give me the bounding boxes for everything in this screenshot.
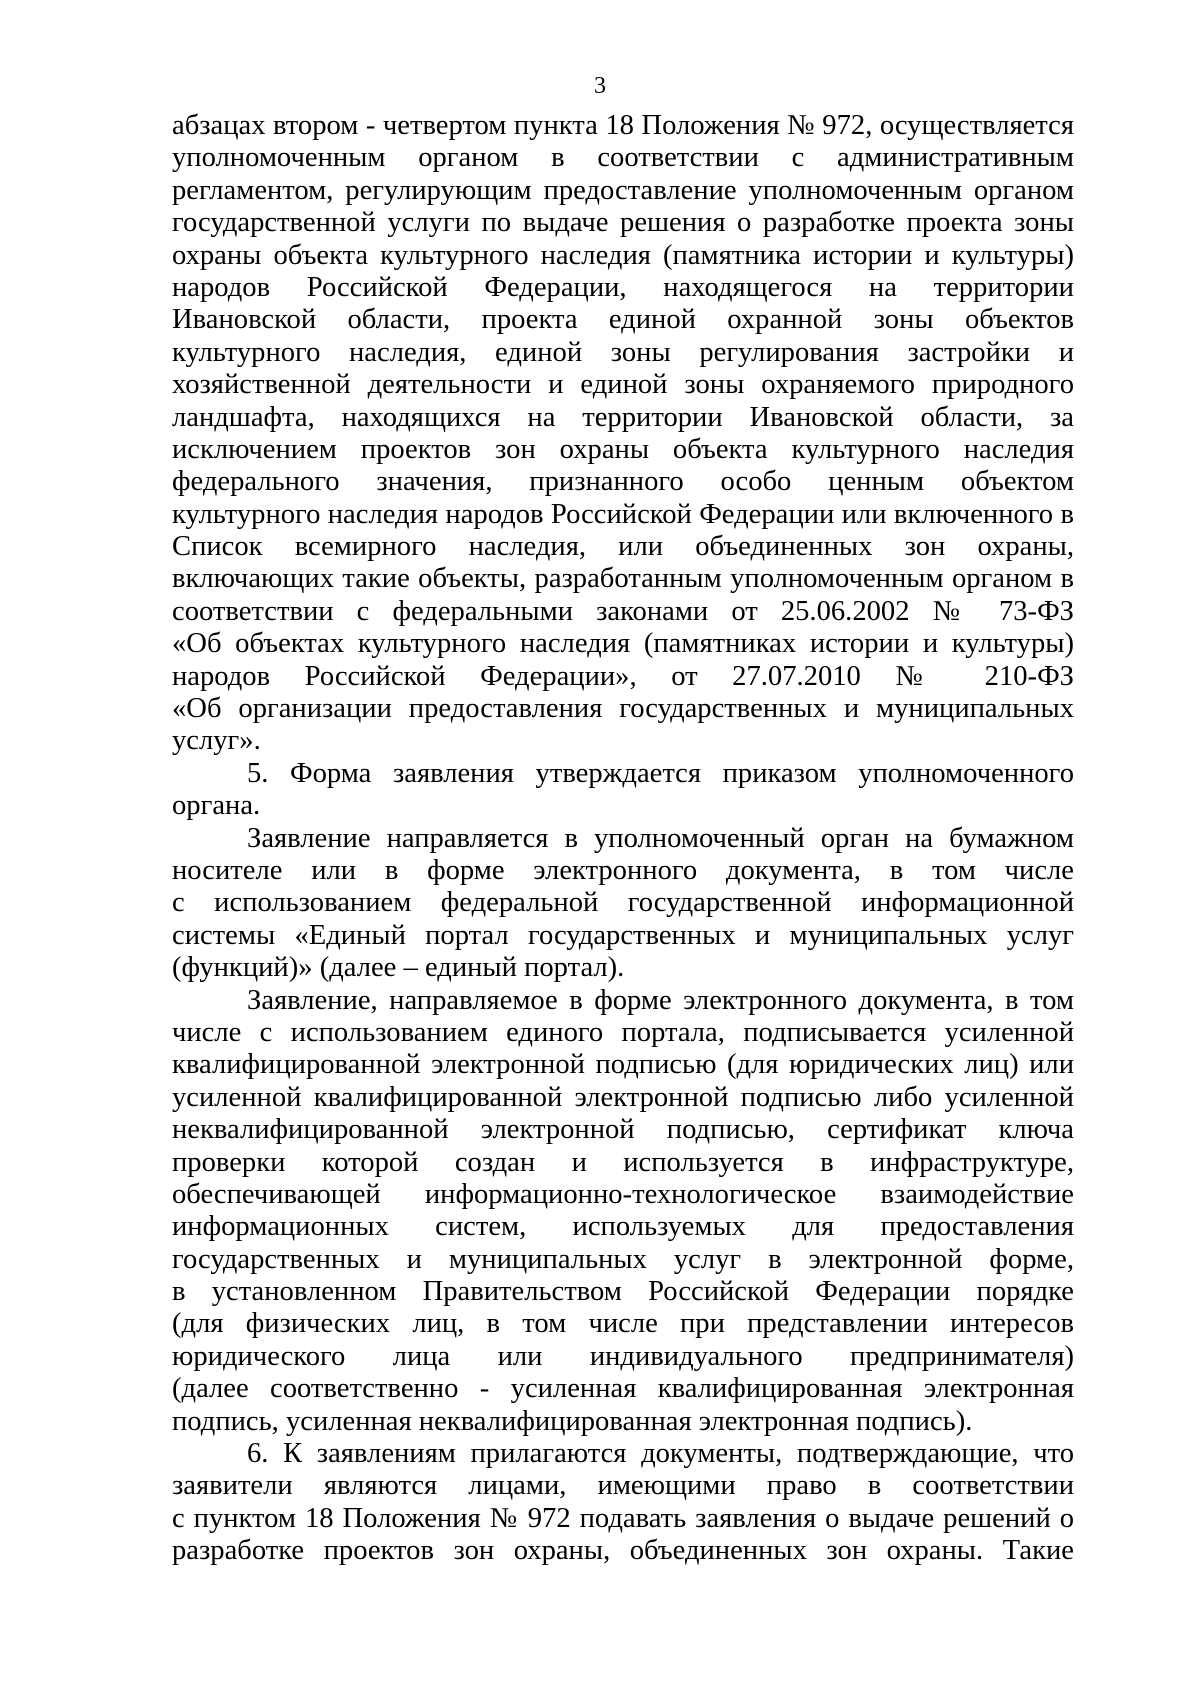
text-line: обеспечивающей информационно-технологическое взаимодействие <box>172 1178 1074 1210</box>
text-line: государственных и муниципальных услуг в электронной форме, <box>172 1243 1074 1275</box>
text-line: заявители являются лицами, имеющими право в соответствии <box>172 1470 1074 1502</box>
text-line: культурного наследия, единой зоны регулирования застройки и <box>172 336 1074 368</box>
text-line: (далее соответственно - усиленная квалифицированная электронная <box>172 1373 1074 1405</box>
text-line: федерального значения, признанного особо ценным объектом <box>172 466 1074 498</box>
text-line: разработке проектов зон охраны, объединенных зон охраны. Такие <box>172 1535 1074 1567</box>
paragraph <box>172 823 1074 985</box>
text-line: с использованием федеральной государственной информационной <box>172 887 1074 919</box>
text-line: (функций)» (далее – единый портал). <box>172 952 625 984</box>
page-number: 3 <box>594 73 606 99</box>
paragraph <box>172 758 1074 823</box>
text-line: регламентом, регулирующим предоставление уполномоченным органом <box>172 174 1074 206</box>
text-line: неквалифицированной электронной подписью, сертификат ключа <box>172 1114 1074 1146</box>
text-line: культурного наследия народов Российской Федерации или включенного в <box>172 498 1074 530</box>
text-line: в установленном Правительством Российской Федерации порядке <box>172 1276 1074 1308</box>
text-line: абзацах втором - четвертом пункта 18 Положения № 972, осуществляется <box>172 110 1074 141</box>
text-line: услуг». <box>172 725 261 757</box>
text-line: охраны объекта культурного наследия (памятника истории и культуры) <box>172 239 1074 271</box>
text-line: числе с использованием единого портала, подписывается усиленной <box>172 1016 1074 1048</box>
text-line: соответствии с федеральными законами от 25.06.2002 № 73-ФЗ <box>172 595 1074 627</box>
paragraph <box>172 1438 1074 1568</box>
text-line: «Об объектах культурного наследия (памятниках истории и культуры) <box>172 628 1074 660</box>
text-line: хозяйственной деятельности и единой зоны охраняемого природного <box>172 369 1074 401</box>
text-line: носителе или в форме электронного документа, в том числе <box>172 854 1074 886</box>
text-line: Заявление направляется в уполномоченный орган на бумажном <box>247 822 1074 854</box>
paragraph <box>172 110 1074 758</box>
text-line: «Об организации предоставления государственных и муниципальных <box>172 693 1074 725</box>
text-line: народов Российской Федерации», от 27.07.2010 № 210-ФЗ <box>172 660 1074 692</box>
text-line: народов Российской Федерации, находящегося на территории <box>172 271 1074 303</box>
text-line: информационных систем, используемых для предоставления <box>172 1211 1074 1243</box>
text-line: системы «Единый портал государственных и муниципальных услуг <box>172 919 1074 951</box>
paragraph <box>172 985 1074 1438</box>
text-line: проверки которой создан и используется в инфраструктуре, <box>172 1146 1074 1178</box>
text-line: подпись, усиленная неквалифицированная электронная подпись). <box>172 1405 973 1437</box>
text-line: 6. К заявлениям прилагаются документы, подтверждающие, что <box>247 1438 1074 1470</box>
text-line: органа. <box>172 790 261 822</box>
text-line: уполномоченным органом в соответствии с административным <box>172 142 1074 174</box>
text-line: 5. Форма заявления утверждается приказом уполномоченного <box>247 757 1074 789</box>
text-line: исключением проектов зон охраны объекта культурного наследия <box>172 433 1074 465</box>
text-line: с пунктом 18 Положения № 972 подавать заявления о выдаче решений о <box>172 1502 1074 1534</box>
document-body <box>172 110 1074 1568</box>
text-line: ландшафта, находящихся на территории Ивановской области, за <box>172 401 1074 433</box>
text-line: Список всемирного наследия, или объединенных зон охраны, <box>172 531 1074 563</box>
text-line: Ивановской области, проекта единой охранной зоны объектов <box>172 304 1074 336</box>
text-line: квалифицированной электронной подписью (для юридических лиц) или <box>172 1049 1074 1081</box>
text-line: (для физических лиц, в том числе при представлении интересов <box>172 1308 1074 1340</box>
text-line: Заявление, направляемое в форме электронного документа, в том <box>247 984 1074 1016</box>
text-line: включающих такие объекты, разработанным уполномоченным органом в <box>172 563 1074 595</box>
text-line: государственной услуги по выдаче решения о разработке проекта зоны <box>172 207 1074 239</box>
text-line: юридического лица или индивидуального предпринимателя) <box>172 1340 1074 1372</box>
text-line: усиленной квалифицированной электронной подписью либо усиленной <box>172 1081 1074 1113</box>
